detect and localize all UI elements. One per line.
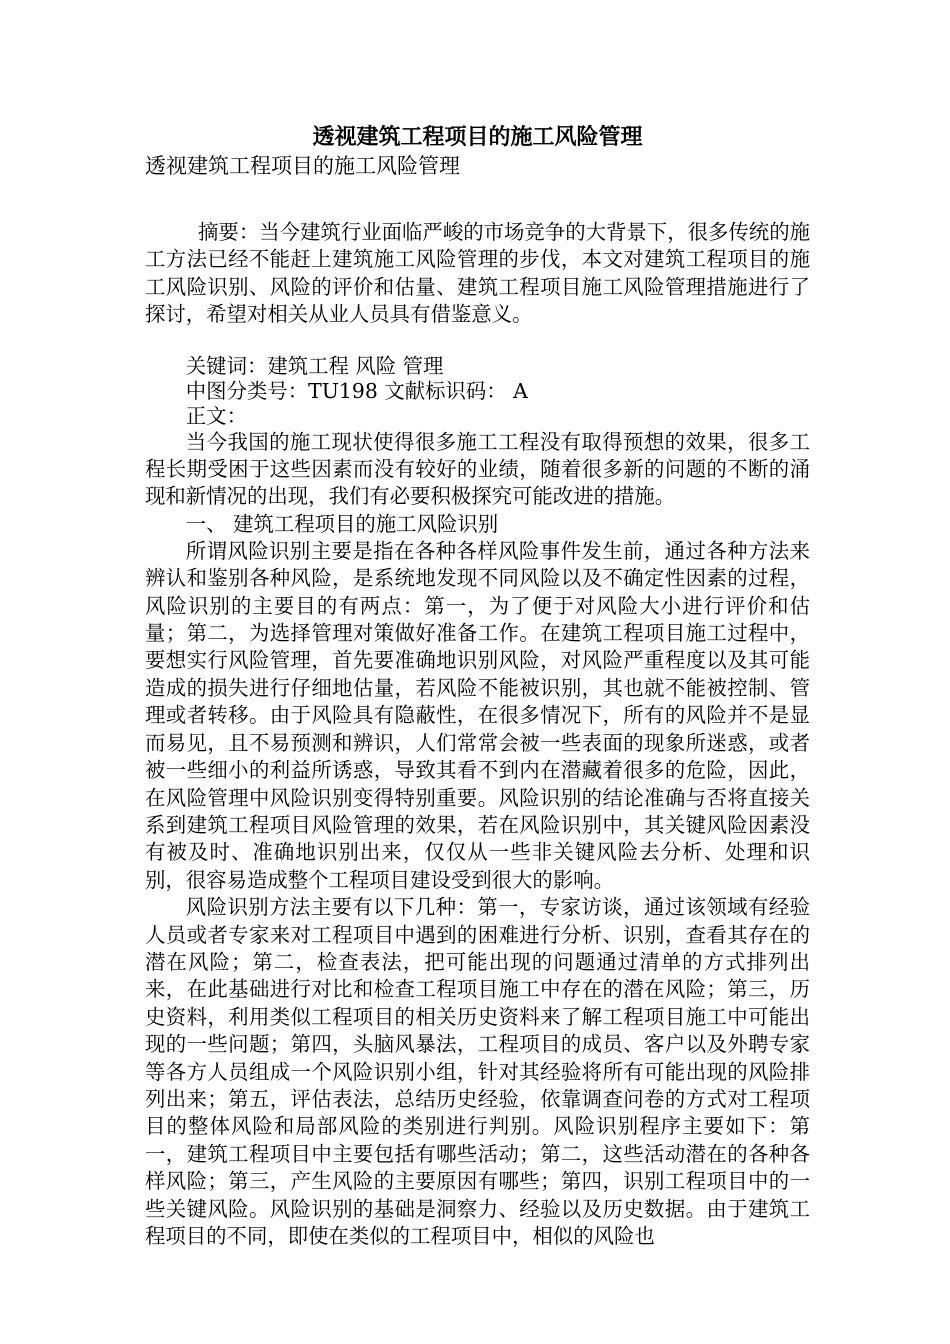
document-page: [145, 122, 810, 1250]
classification-line: 中图分类号：TU198 文献标识码： A: [185, 378, 528, 403]
section-paragraph: 风险识别方法主要有以下几种：第一，专家访谈，通过该领域有经验人员或者专家来对工程项目中遇到的困难进行分析、识别，查看其存在的潜在风险；第二，检查表法，把可能出现的问题通过清单的方式排列出来，在此基础进行对比和检查工程项目施工中存在的潜在风险；第三，历史资料，利用类似工程项目的相关历史资料来了解工程项目施工中可能出现的一些问题；第四，头脑风暴法，工程项目的成员、客户以及外聘专家等各方人员组成一个风险识别小组，针对其经验将所有可能出现的风险排列出来；第五，评估表法，总结历史经验，依靠调查问卷的方式对工程项目的整体风险和局部风险的类别进行判别。风险识别程序主要如下：第一，建筑工程项目中主要包括有哪些活动；第二，这些活动潜在的各种各样风险；第三，产生风险的主要原因有哪些；第四，识别工程项目中的一些关键风险。风险识别的基础是洞察力、经验以及历史数据。由于建筑工程项目的不同，即使在类似的工程项目中，相似的风险也: [145, 895, 810, 1248]
intro-paragraph: 当今我国的施工现状使得很多施工工程没有取得预想的效果，很多工程长期受困于这些因素而没有较好的业绩，随着很多新的问题的不断的涌现和新情况的出现，我们有必要积极探究可能改进的措施。: [145, 429, 810, 509]
document-subtitle: 透视建筑工程项目的施工风险管理: [145, 154, 460, 178]
body-label: 正文：: [185, 403, 247, 428]
abstract-paragraph: 摘要：当今建筑行业面临严峻的市场竞争的大背景下，很多传统的施工方法已经不能赶上建筑施工风险管理的步伐，本文对建筑工程项目的施工风险识别、风险的评价和估量、建筑工程项目施工风险管理措施进行了探讨，希望对相关从业人员具有借鉴意义。: [145, 220, 810, 327]
document-title: 透视建筑工程项目的施工风险管理: [312, 124, 643, 150]
section-paragraph: 所谓风险识别主要是指在各种各样风险事件发生前，通过各种方法来辨认和鉴别各种风险，是系统地发现不同风险以及不确定性因素的过程，风险识别的主要目的有两点：第一，为了便于对风险大小进行评价和估量；第二，为选择管理对策做好准备工作。在建筑工程项目施工过程中，要想实行风险管理，首先要准确地识别风险，对风险严重程度以及其可能造成的损失进行仔细地估量，若风险不能被识别，其也就不能被控制、管理或者转移。由于风险具有隐蔽性，在很多情况下，所有的风险并不是显而易见，且不易预测和辨识，人们常常会被一些表面的现象所迷惑，或者被一些细小的利益所诱惑，导致其看不到内在潜藏着很多的危险，因此，在风险管理中风险识别变得特别重要。风险识别的结论准确与否将直接关系到建筑工程项目风险管理的效果，若在风险识别中，其关键风险因素没有被及时、准确地识别出来，仅仅从一些非关键风险去分析、处理和识别，很容易造成整个工程项目建设受到很大的影响。: [145, 538, 810, 892]
blank-line: [145, 181, 810, 219]
keywords-line: 关键词：建筑工程 风险 管理: [185, 353, 444, 378]
section-heading: 一、 建筑工程项目的施工风险识别: [185, 511, 499, 536]
